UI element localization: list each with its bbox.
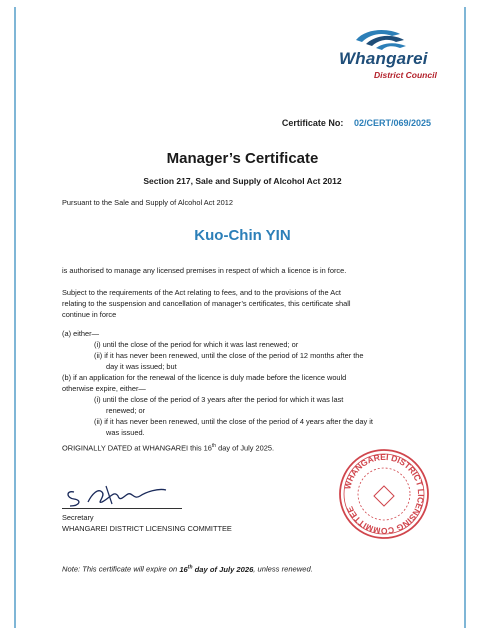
signatory-role: Secretary bbox=[62, 513, 94, 522]
condition-a-label: (a) either— bbox=[62, 329, 99, 338]
stamp-text: WHANGAREI DISTRICT LICENSING COMMITTEE bbox=[342, 451, 427, 537]
conditions-list bbox=[62, 328, 432, 438]
condition-b-cont: otherwise expire, either— bbox=[62, 384, 146, 393]
authorised-text: is authorised to manage any licensed premises in respect of which a licence is in force. bbox=[62, 266, 347, 275]
condition-b-ii: (ii) if it has never been renewed, until the close of the period of 4 years after the day it bbox=[94, 417, 373, 426]
note-date-sup: th bbox=[187, 564, 193, 570]
certificate-number-label: Certificate No: bbox=[281, 118, 344, 128]
subject-line: continue in force bbox=[62, 310, 117, 319]
logo-subname: District Council bbox=[374, 70, 437, 80]
note-date-rest: day of July 2026 bbox=[192, 564, 254, 574]
condition-a-ii: (ii) if it has never been renewed, until the close of the period of 12 months after the bbox=[94, 351, 364, 360]
condition-b: (b) if an application for the renewal of the licence is duly made before the licence would bbox=[62, 373, 347, 382]
logo-name: Whangarei bbox=[339, 49, 428, 68]
subject-line: relating to the suspension and cancellation of manager’s certificates, this certificate shall bbox=[62, 299, 351, 308]
signature-line bbox=[62, 508, 182, 509]
subject-line: Subject to the requirements of the Act relating to fees, and to the provisions of the Act bbox=[62, 288, 341, 297]
svg-text:WHANGAREI DISTRICT LICENSING C bbox=[342, 452, 426, 536]
expiry-note bbox=[62, 564, 313, 574]
dated-sup: th bbox=[211, 443, 217, 449]
licensing-committee-stamp-icon bbox=[336, 446, 432, 542]
signatory-body: WHANGAREI DISTRICT LICENSING COMMITTEE bbox=[62, 524, 232, 533]
certificate-number bbox=[282, 118, 431, 128]
dated-prefix: ORIGINALLY DATED at WHANGAREI this 16 bbox=[62, 443, 212, 453]
condition-a-i: (i) until the close of the period for which it was last renewed; or bbox=[94, 340, 299, 349]
pursuant-text: Pursuant to the Sale and Supply of Alcohol Act 2012 bbox=[62, 198, 233, 207]
condition-b-ii-cont: was issued. bbox=[106, 428, 145, 437]
condition-b-i: (i) until the close of the period of 3 years after the period for which it was last bbox=[94, 395, 344, 404]
holder-name: Kuo-Chin YIN bbox=[194, 227, 291, 244]
certificate-number-value: 02/CERT/069/2025 bbox=[353, 118, 431, 128]
condition-a-ii-cont: day it was issued; but bbox=[106, 362, 177, 371]
note-suffix: , unless renewed. bbox=[253, 564, 313, 574]
note-date-day: 16 bbox=[179, 564, 188, 574]
page-title: Manager’s Certificate bbox=[166, 150, 319, 167]
subject-paragraph bbox=[62, 287, 432, 320]
dated-suffix: day of July 2025. bbox=[216, 443, 275, 453]
page-subtitle: Section 217, Sale and Supply of Alcohol Act 2012 bbox=[143, 176, 342, 186]
note-prefix: Note: This certificate will expire on bbox=[62, 564, 180, 574]
condition-b-i-cont: renewed; or bbox=[106, 406, 146, 415]
